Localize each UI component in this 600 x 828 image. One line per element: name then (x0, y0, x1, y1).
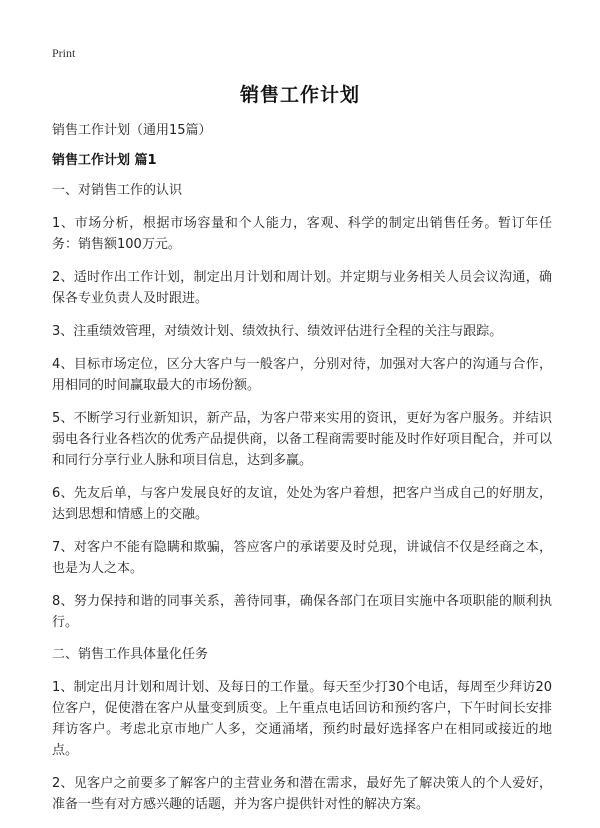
section-1-item: 5、不断学习行业新知识，新产品，为客户带来实用的资讯，更好为客户服务。并结识弱电各行业各档次的优秀产品提供商，以备工程商需要时能及时作好项目配合，并可以和同行分享行业人脉和项目信息，达到多赢。 (52, 411, 552, 468)
section-1-item: 4、目标市场定位，区分大客户与一般客户，分别对待，加强对大客户的沟通与合作，用相同的时间赢取最大的市场份额。 (52, 357, 552, 393)
section-2-item: 1、制定出月计划和周计划、及每日的工作量。每天至少打30个电话，每周至少拜访20位客户，促使潜在客户从量变到质变。上午重点电话回访和预约客户，下午时间长安排拜访客户。考虑北京市地广人多，交通涌堵，预约时最好选择客户在相同或接近的地点。 (52, 680, 552, 758)
section-2-item: 2、见客户之前要多了解客户的主营业务和潜在需求，最好先了解决策人的个人爱好，准备一些有对方感兴趣的话题，并为客户提供针对性的解决方案。 (52, 776, 552, 812)
section-1-item: 8、努力保持和谐的同事关系，善待同事，确保各部门在项目实施中各项职能的顺利执行。 (52, 594, 552, 630)
section-1-item: 6、先友后单，与客户发展良好的友谊，处处为客户着想，把客户当成自己的好朋友，达到思想和情感上的交融。 (52, 486, 552, 522)
page-title: 销售工作计划 (239, 84, 360, 106)
section-1-title: 一、对销售工作的认识 (52, 183, 183, 198)
section-1-item: 1、市场分析，根据市场容量和个人能力，客观、科学的制定出销售任务。暂订年任务：销售额100万元。 (52, 216, 552, 252)
article-heading: 销售工作计划 篇1 (52, 153, 157, 168)
section-1-item: 7、对客户不能有隐瞒和欺骗，答应客户的承诺要及时兑现，讲诚信不仅是经商之本，也是为人之本。 (52, 540, 552, 576)
document-subtitle: 销售工作计划（通用15篇） (52, 123, 212, 138)
section-1-item: 3、注重绩效管理，对绩效计划、绩效执行、绩效评估进行全程的关注与跟踪。 (52, 324, 503, 339)
section-2-title: 二、销售工作具体量化任务 (52, 647, 209, 662)
document-body (52, 121, 552, 827)
section-1-item: 2、适时作出工作计划，制定出月计划和周计划。并定期与业务相关人员会议沟通，确保各专业负责人及时跟进。 (52, 270, 552, 306)
print-link[interactable]: Print (52, 46, 76, 60)
